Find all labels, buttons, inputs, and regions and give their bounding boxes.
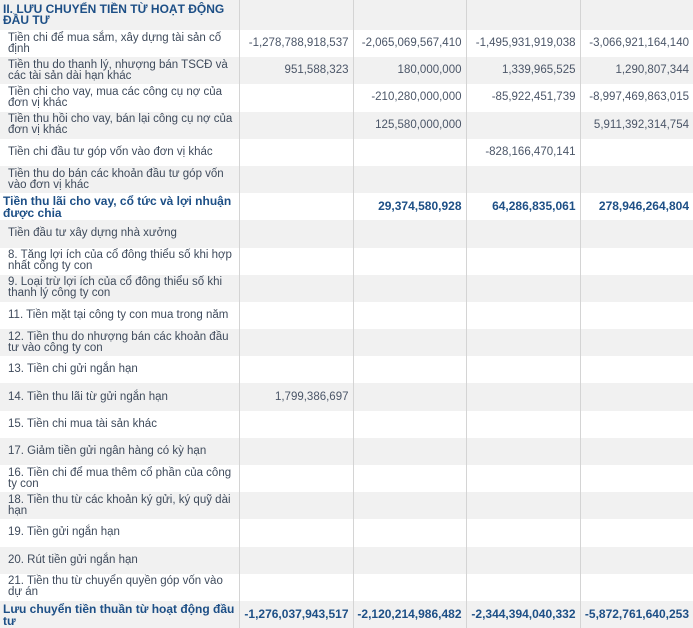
value-cell-period-3: [466, 329, 580, 356]
row-label: 12. Tiền thu do nhượng bán các khoản đầu tư vào công ty con: [0, 329, 239, 356]
row-label: Tiền chi để mua sắm, xây dựng tài sản cố định: [0, 30, 239, 57]
value-cell-period-1: [239, 139, 353, 166]
value-cell-period-2: -2,065,069,567,410: [353, 30, 466, 57]
value-cell-period-2: [353, 465, 466, 492]
value-cell-period-4: [580, 275, 693, 302]
table-row: [0, 302, 693, 329]
value-cell-period-1: [239, 193, 353, 220]
value-cell-period-3: [466, 248, 580, 275]
table-row: [0, 248, 693, 275]
value-cell-period-3: [466, 547, 580, 574]
value-cell-period-1: [239, 220, 353, 247]
value-cell-period-2: [353, 166, 466, 193]
row-label: 14. Tiền thu lãi từ gửi ngắn hạn: [0, 383, 239, 410]
row-label: 20. Rút tiền gửi ngắn hạn: [0, 547, 239, 574]
value-cell-period-3: [466, 356, 580, 383]
value-cell-period-1: [239, 275, 353, 302]
value-cell-period-4: [580, 547, 693, 574]
value-cell-period-4: [580, 248, 693, 275]
row-label: Tiền đầu tư xây dựng nhà xưởng: [0, 220, 239, 247]
value-cell-period-1: [239, 302, 353, 329]
value-cell-period-1: [239, 574, 353, 601]
value-cell-period-4: [580, 492, 693, 519]
row-label: Tiền chi cho vay, mua các công cụ nợ của đơn vị khác: [0, 84, 239, 111]
value-cell-period-1: [239, 356, 353, 383]
value-cell-period-1: [239, 411, 353, 438]
header-cell: [466, 0, 580, 30]
value-cell-period-4: 278,946,264,804: [580, 193, 693, 220]
value-cell-period-1: [239, 547, 353, 574]
value-cell-period-1: -1,278,788,918,537: [239, 30, 353, 57]
table-row: [0, 383, 693, 410]
value-cell-period-4: [580, 465, 693, 492]
header-cell: [353, 0, 466, 30]
value-cell-period-2: [353, 248, 466, 275]
value-cell-period-4: [580, 302, 693, 329]
table-row: [0, 356, 693, 383]
value-cell-period-3: [466, 574, 580, 601]
table-row: [0, 57, 693, 84]
row-label: 15. Tiền chi mua tài sản khác: [0, 411, 239, 438]
value-cell-period-1: [239, 112, 353, 139]
value-cell-period-2: [353, 220, 466, 247]
value-cell-period-2: [353, 492, 466, 519]
table-row: [0, 166, 693, 193]
row-label: Tiền chi đầu tư góp vốn vào đơn vị khác: [0, 139, 239, 166]
value-cell-period-3: [466, 411, 580, 438]
row-label: Tiền thu lãi cho vay, cổ tức và lợi nhuận được chia: [0, 193, 239, 220]
table-row: [0, 139, 693, 166]
table-row: [0, 438, 693, 465]
table-row: [0, 574, 693, 601]
value-cell-period-2: [353, 383, 466, 410]
value-cell-period-2: [353, 356, 466, 383]
value-cell-period-4: -3,066,921,164,140: [580, 30, 693, 57]
value-cell-period-2: [353, 139, 466, 166]
row-label: 11. Tiền mặt tại công ty con mua trong năm: [0, 302, 239, 329]
row-label: 18. Tiền thu từ các khoản ký gửi, ký quỹ dài hạn: [0, 492, 239, 519]
value-cell-period-4: [580, 574, 693, 601]
value-cell-period-2: [353, 438, 466, 465]
value-cell-period-4: 5,911,392,314,754: [580, 112, 693, 139]
value-cell-period-2: -210,280,000,000: [353, 84, 466, 111]
value-cell-period-1: 1,799,386,697: [239, 383, 353, 410]
value-cell-period-2: [353, 519, 466, 546]
value-cell-period-3: [466, 112, 580, 139]
value-cell-period-3: [466, 383, 580, 410]
table-row: [0, 30, 693, 57]
value-cell-period-4: [580, 139, 693, 166]
header-cell: [239, 0, 353, 30]
value-cell-period-2: [353, 411, 466, 438]
value-cell-period-1: [239, 329, 353, 356]
value-cell-period-2: [353, 574, 466, 601]
value-cell-period-1: -1,276,037,943,517: [239, 601, 353, 628]
value-cell-period-3: -1,495,931,919,038: [466, 30, 580, 57]
value-cell-period-4: -8,997,469,863,015: [580, 84, 693, 111]
value-cell-period-4: -5,872,761,640,253: [580, 601, 693, 628]
value-cell-period-3: -85,922,451,739: [466, 84, 580, 111]
value-cell-period-4: [580, 329, 693, 356]
value-cell-period-2: [353, 275, 466, 302]
value-cell-period-1: [239, 248, 353, 275]
value-cell-period-1: [239, 492, 353, 519]
value-cell-period-2: 125,580,000,000: [353, 112, 466, 139]
value-cell-period-3: [466, 465, 580, 492]
row-label: 17. Giảm tiền gửi ngân hàng có kỳ hạn: [0, 438, 239, 465]
value-cell-period-2: 180,000,000: [353, 57, 466, 84]
value-cell-period-3: [466, 438, 580, 465]
table-row-subtotal: [0, 601, 693, 628]
row-label: 21. Tiền thu từ chuyển quyền góp vốn vào dự án: [0, 574, 239, 601]
table-row: [0, 519, 693, 546]
value-cell-period-4: [580, 166, 693, 193]
value-cell-period-3: -2,344,394,040,332: [466, 601, 580, 628]
table-row: [0, 275, 693, 302]
section-header-row: [0, 0, 693, 30]
value-cell-period-2: [353, 302, 466, 329]
row-label: 13. Tiền chi gửi ngắn hạn: [0, 356, 239, 383]
value-cell-period-2: -2,120,214,986,482: [353, 601, 466, 628]
value-cell-period-1: [239, 438, 353, 465]
row-label: Tiền thu hồi cho vay, bán lại công cụ nợ của đơn vị khác: [0, 112, 239, 139]
value-cell-period-4: [580, 383, 693, 410]
table-row: [0, 220, 693, 247]
value-cell-period-3: [466, 166, 580, 193]
value-cell-period-4: [580, 519, 693, 546]
value-cell-period-2: [353, 329, 466, 356]
value-cell-period-1: [239, 84, 353, 111]
table-row: [0, 411, 693, 438]
table-row: [0, 84, 693, 111]
table-row: [0, 112, 693, 139]
value-cell-period-1: [239, 166, 353, 193]
value-cell-period-3: [466, 275, 580, 302]
value-cell-period-1: 951,588,323: [239, 57, 353, 84]
value-cell-period-4: [580, 411, 693, 438]
table-row-subtotal: [0, 193, 693, 220]
table-row: [0, 465, 693, 492]
value-cell-period-4: [580, 438, 693, 465]
row-label: 9. Loại trừ lợi ích của cổ đông thiểu số khi thanh lý công ty con: [0, 275, 239, 302]
value-cell-period-4: [580, 356, 693, 383]
value-cell-period-3: [466, 492, 580, 519]
table-row: [0, 492, 693, 519]
table-row: [0, 329, 693, 356]
value-cell-period-3: -828,166,470,141: [466, 139, 580, 166]
value-cell-period-3: [466, 220, 580, 247]
value-cell-period-1: [239, 465, 353, 492]
value-cell-period-2: [353, 547, 466, 574]
row-label: Lưu chuyển tiền thuần từ hoạt động đầu tư: [0, 601, 239, 628]
value-cell-period-3: 1,339,965,525: [466, 57, 580, 84]
value-cell-period-4: 1,290,807,344: [580, 57, 693, 84]
row-label: 19. Tiền gửi ngắn hạn: [0, 519, 239, 546]
header-cell: [580, 0, 693, 30]
row-label: Tiền thu do bán các khoản đầu tư góp vốn vào đơn vị khác: [0, 166, 239, 193]
value-cell-period-2: 29,374,580,928: [353, 193, 466, 220]
row-label: 8. Tăng lợi ích của cổ đông thiểu số khi hợp nhất công ty con: [0, 248, 239, 275]
value-cell-period-3: [466, 519, 580, 546]
value-cell-period-3: 64,286,835,061: [466, 193, 580, 220]
table-row: [0, 547, 693, 574]
row-label: Tiền thu do thanh lý, nhượng bán TSCĐ và các tài sản dài hạn khác: [0, 57, 239, 84]
row-label: 16. Tiền chi để mua thêm cổ phần của công ty con: [0, 465, 239, 492]
value-cell-period-3: [466, 302, 580, 329]
value-cell-period-4: [580, 220, 693, 247]
section-title: II. LƯU CHUYỂN TIỀN TỪ HOẠT ĐỘNG ĐẦU TƯ: [0, 0, 239, 30]
value-cell-period-1: [239, 519, 353, 546]
